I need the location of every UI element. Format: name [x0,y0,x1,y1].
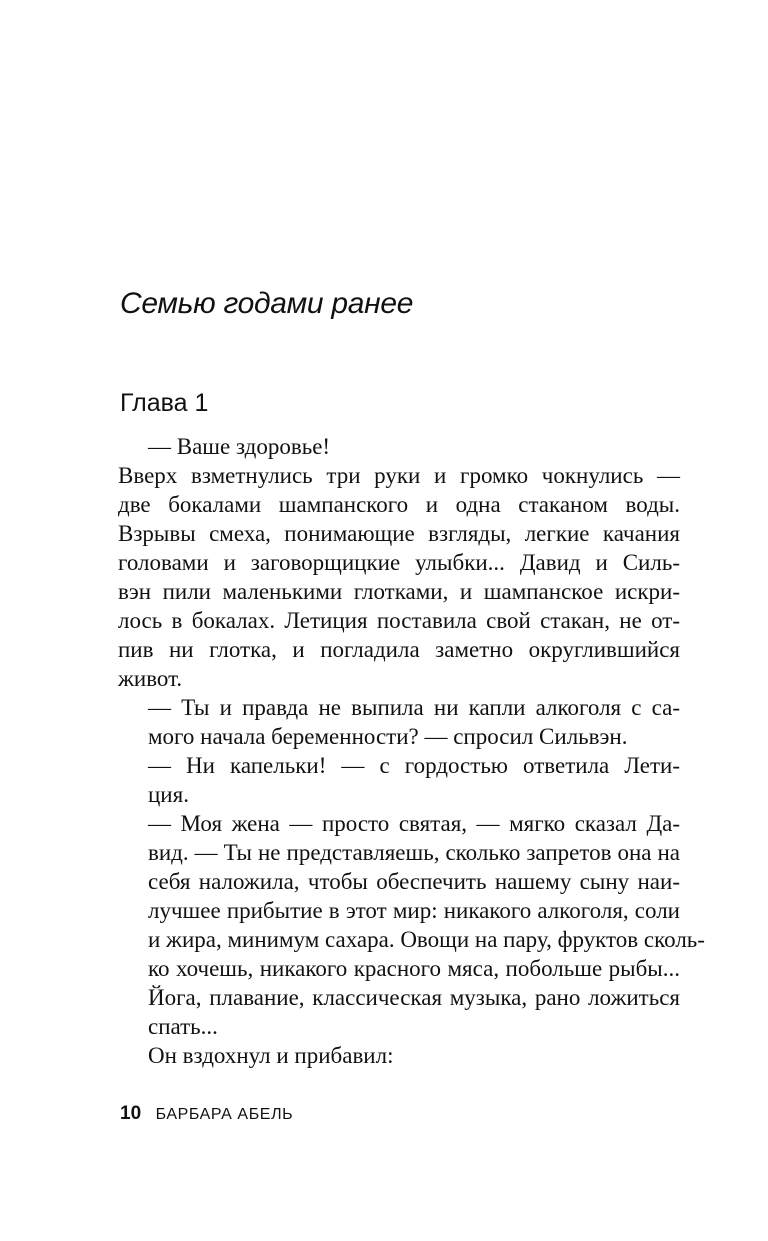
chapter-title: Глава 1 [120,389,209,417]
text-line: себя наложила, чтобы обеспечить нашему сыну наи- [148,869,680,894]
page-footer [120,1103,293,1126]
text-line: — Ни капельки! — с гордостью ответила Лети- [148,753,680,778]
text-line: головами и заговорщицкие улыбки... Давид и Силь- [118,550,680,575]
text-line: Йога, плавание, классическая музыка, рано ложиться [148,985,680,1010]
text-line: — Ваше здоровье! [148,434,331,459]
text-line: — Моя жена — просто святая, — мягко сказал Да- [148,811,680,836]
paragraph [118,809,705,1041]
paragraph [118,751,680,809]
text-line: мого начала беременности? — спросил Сильвэн. [148,724,628,749]
text-line: ко хочешь, никакого красного мяса, побольше рыбы... [148,956,680,981]
part-title: Семью годами ранее [120,287,414,320]
paragraph [118,432,680,461]
text-line: вид. — Ты не представляешь, сколько запретов она на [148,840,680,865]
text-line: — Ты и правда не выпила ни капли алкоголя с са- [148,695,680,720]
body-text [118,432,705,1070]
text-line: ция. [148,782,189,807]
text-line: две бокалами шампанского и одна стаканом воды. [118,492,680,517]
text-line: пив ни глотка, и погладила заметно округлившийся [118,637,680,662]
text-line: Взрывы смеха, понимающие взгляды, легкие качания [118,521,680,546]
text-line: Он вздохнул и прибавил: [148,1043,394,1068]
text-line: лось в бокалах. Летиция поставила свой стакан, не от- [118,608,680,633]
text-line: спать... [148,1014,218,1039]
paragraph [118,1041,680,1070]
text-line: Вверх взметнулись три руки и громко чокнулись — [118,463,680,488]
text-line: вэн пили маленькими глотками, и шампанское искри- [118,579,680,604]
running-author: БАРБАРА АБЕЛЬ [155,1106,294,1123]
paragraph [118,693,680,751]
text-line: живот. [118,666,183,691]
text-line: лучшее прибытие в этот мир: никакого алкоголя, соли [148,898,680,923]
text-line: и жира, минимум сахара. Овощи на пару, фруктов сколь- [148,927,705,952]
paragraph [118,461,680,693]
page-number: 10 [120,1103,142,1124]
